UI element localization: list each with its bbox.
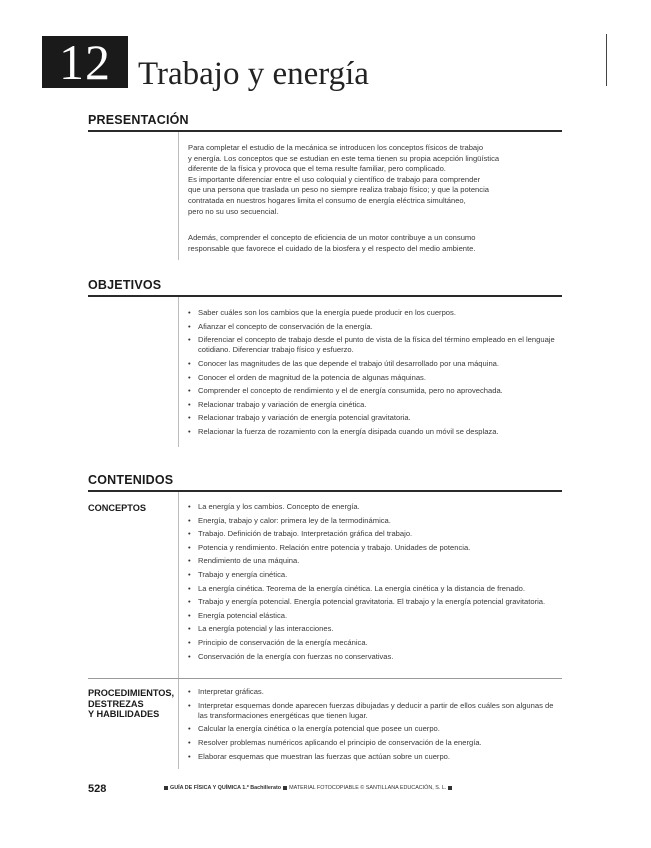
footer-text (162, 785, 454, 791)
list-item-text: Principio de conservación de la energía mecánica. (198, 637, 368, 647)
bullet-icon: • (188, 751, 191, 761)
column-divider (178, 492, 179, 678)
list-item-text: Diferenciar el concepto de trabajo desde el punto de vista de la física del término empleado en el lenguaje cotidiano. Diferenciar trabajo físico y esfuerzo. (198, 335, 555, 355)
conceptos-label: CONCEPTOS (88, 503, 147, 513)
list-item (188, 502, 560, 512)
list-item-text: Trabajo y energía potencial. Energía potencial gravitatoria. El trabajo y la energía potencial gravitatoria. (198, 597, 546, 607)
bullet-icon: • (188, 700, 191, 710)
text-line: Además, comprender el concepto de eficiencia de un motor contribuye a un consumo (188, 233, 476, 242)
footer-copyright: MATERIAL FOTOCOPIABLE © SANTILLANA EDUCACIÓN, S. L. (289, 785, 447, 791)
bullet-icon: • (188, 624, 191, 634)
square-icon (448, 786, 452, 790)
conceptos-list (188, 502, 560, 665)
list-item-text: Rendimiento de una máquina. (198, 556, 300, 566)
bullet-icon: • (188, 597, 191, 607)
list-item-text: Comprender el concepto de rendimiento y el de energía consumida, pero no aprovechada. (198, 386, 503, 396)
list-item (188, 687, 560, 697)
bullet-icon: • (188, 372, 191, 382)
list-item (188, 529, 560, 539)
list-item (188, 516, 560, 526)
list-item-text: Interpretar esquemas donde aparecen fuerzas dibujadas y deducir a partir de ellos cuáles son algunas de las transformaciones energéticas que tienen lugar. (198, 700, 554, 720)
column-divider (178, 297, 179, 447)
list-item-text: Relacionar la fuerza de rozamiento con la energía disipada cuando un móvil se desplaza. (198, 427, 499, 437)
bullet-icon: • (188, 386, 191, 396)
list-item-text: Trabajo y energía cinética. (198, 569, 288, 579)
list-item (188, 373, 560, 383)
list-item (188, 400, 560, 410)
list-item (188, 638, 560, 648)
footer-book-title: GUÍA DE FÍSICA Y QUÍMICA 1.º Bachillerato (170, 785, 282, 791)
bullet-icon: • (188, 610, 191, 620)
bullet-icon: • (188, 637, 191, 647)
list-item (188, 556, 560, 566)
column-divider (178, 679, 179, 769)
list-item-text: Afianzar el concepto de conservación de la energía. (198, 321, 373, 331)
margin-rule (606, 34, 607, 86)
presentacion-paragraph-2 (188, 233, 558, 254)
section-rule (88, 130, 562, 132)
row-rule (88, 678, 562, 679)
square-icon (164, 786, 168, 790)
label-line: PROCEDIMIENTOS, (88, 688, 175, 698)
page-number: 528 (88, 783, 107, 795)
list-item (188, 724, 560, 734)
list-item (188, 543, 560, 553)
bullet-icon: • (188, 427, 191, 437)
section-rule (88, 295, 562, 297)
square-icon (283, 786, 287, 790)
list-item (188, 752, 560, 762)
list-item-text: Conocer el orden de magnitud de la potencia de algunas máquinas. (198, 372, 426, 382)
list-item (188, 624, 560, 634)
list-item-text: La energía y los cambios. Concepto de energía. (198, 502, 360, 511)
list-item (188, 597, 560, 607)
list-item-text: Relacionar trabajo y variación de energía potencial gravitatoria. (198, 413, 411, 423)
bullet-icon: • (188, 502, 191, 511)
list-item (188, 386, 560, 396)
list-item-text: Energía potencial elástica. (198, 610, 288, 620)
list-item (188, 413, 560, 423)
bullet-icon: • (188, 687, 191, 696)
text-line: Para completar el estudio de la mecánica se introducen los conceptos físicos de trabajo (188, 143, 484, 152)
bullet-icon: • (188, 308, 191, 317)
chapter-title: Trabajo y energía (138, 56, 369, 92)
list-item-text: Calcular la energía cinética o la energía potencial que posee un cuerpo. (198, 724, 440, 734)
list-item-text: La energía cinética. Teorema de la energía cinética. La energía cinética y la distancia de frenado. (198, 583, 526, 593)
list-item-text: Relacionar trabajo y variación de energía cinética. (198, 399, 367, 409)
bullet-icon: • (188, 335, 191, 345)
text-line: Es importante diferenciar entre el uso coloquial y científico de trabajo para comprender (188, 174, 481, 184)
bullet-icon: • (188, 399, 191, 409)
bullet-icon: • (188, 359, 191, 369)
text-line: diferente de la física y provoca que el tema resulte familiar, pero complicado. (188, 164, 446, 174)
bullet-icon: • (188, 651, 191, 661)
procedimientos-list (188, 687, 560, 765)
section-heading-objetivos: OBJETIVOS (88, 278, 162, 292)
chapter-number-badge: 12 (42, 36, 128, 88)
list-item (188, 335, 560, 356)
column-divider (178, 132, 179, 260)
bullet-icon: • (188, 529, 191, 539)
objetivos-list (188, 308, 560, 441)
section-heading-contenidos: CONTENIDOS (88, 473, 174, 487)
list-item-text: Trabajo. Definición de trabajo. Interpretación gráfica del trabajo. (198, 529, 413, 539)
list-item-text: La energía potencial y las interacciones. (198, 624, 334, 634)
bullet-icon: • (188, 515, 191, 525)
label-line: DESTREZAS (88, 698, 144, 709)
text-line: y energía. Los conceptos que se estudian en este tema tienen su propia acepción lingüística (188, 153, 500, 163)
list-item (188, 701, 560, 722)
bullet-icon: • (188, 569, 191, 579)
text-line: que una persona que traslada un peso no siempre realiza trabajo físico; y que la potencia (188, 185, 489, 195)
list-item (188, 308, 560, 318)
list-item-text: Resolver problemas numéricos aplicando el principio de conservación de la energía. (198, 738, 482, 748)
list-item-text: Energía, trabajo y calor: primera ley de la termodinámica. (198, 515, 391, 525)
text-line: pero no su uso secuencial. (188, 206, 279, 216)
list-item (188, 359, 560, 369)
bullet-icon: • (188, 542, 191, 552)
text-line: responsable que favorece el cuidado de la biosfera y el respecto del medio ambiente. (188, 243, 476, 253)
section-heading-presentacion: PRESENTACIÓN (88, 113, 189, 127)
list-item-text: Conocer las magnitudes de las que depende el trabajo útil desarrollado por una máquina. (198, 359, 499, 369)
list-item-text: Interpretar gráficas. (198, 687, 264, 696)
bullet-icon: • (188, 321, 191, 331)
list-item (188, 652, 560, 662)
section-rule (88, 490, 562, 492)
bullet-icon: • (188, 724, 191, 734)
label-line: Y HABILIDADES (88, 709, 160, 719)
list-item (188, 570, 560, 580)
presentacion-paragraph-1 (188, 143, 558, 217)
bullet-icon: • (188, 738, 191, 748)
list-item (188, 611, 560, 621)
list-item-text: Conservación de la energía con fuerzas no conservativas. (198, 651, 394, 661)
list-item (188, 427, 560, 437)
bullet-icon: • (188, 583, 191, 593)
list-item-text: Saber cuáles son los cambios que la energía puede producir en los cuerpos. (198, 308, 456, 317)
list-item (188, 738, 560, 748)
bullet-icon: • (188, 413, 191, 423)
text-line: contratada en nuestros hogares limita el consumo de energía eléctrica simultáneo, (188, 195, 466, 205)
list-item-text: Elaborar esquemas que muestran las fuerzas que actúan sobre un cuerpo. (198, 751, 451, 761)
list-item (188, 584, 560, 594)
list-item-text: Potencia y rendimiento. Relación entre potencia y trabajo. Unidades de potencia. (198, 542, 471, 552)
list-item (188, 322, 560, 332)
procedimientos-label (88, 688, 174, 720)
bullet-icon: • (188, 556, 191, 566)
